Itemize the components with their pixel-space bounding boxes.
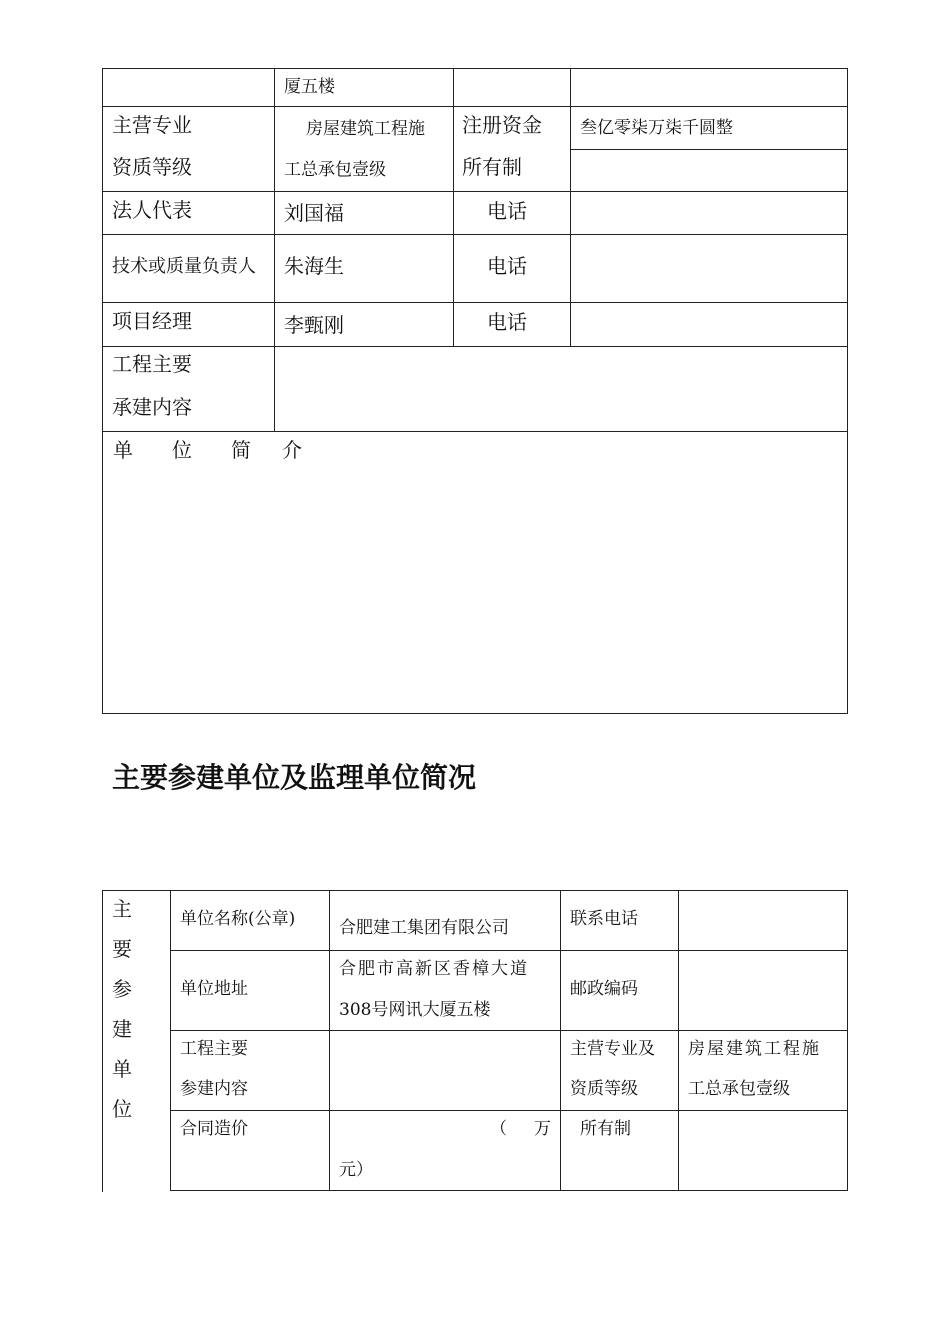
- table-line: [678, 890, 679, 1191]
- side-label-char: 单: [112, 1057, 132, 1081]
- construction-content-label: 工程主要: [112, 352, 192, 376]
- contract-price-label: 合同造价: [180, 1119, 248, 1139]
- table-line: [102, 890, 103, 1192]
- unit-name-value: 合肥建工集团有限公司: [339, 918, 509, 938]
- section-title: 主要参建单位及监理单位简况: [112, 761, 477, 794]
- participation-content-label-line2: 参建内容: [180, 1079, 248, 1099]
- tech-lead-name: 朱海生: [284, 254, 344, 278]
- construction-content-label-line2: 承建内容: [112, 395, 192, 419]
- intro-heading-char: 单: [113, 438, 133, 462]
- phone-label: 电话: [487, 254, 527, 278]
- main-specialty-label: 主营专业: [112, 113, 192, 137]
- side-label-char: 建: [112, 1017, 132, 1041]
- unit-address-line1: 合肥市高新区香樟大道: [339, 959, 529, 979]
- contract-price-unit: 万: [534, 1119, 551, 1139]
- side-label-char: 主: [112, 897, 132, 921]
- table-line: [847, 890, 848, 1191]
- unit-name-label: 单位名称(公章): [180, 909, 296, 929]
- main-specialty-label: 主营专业及: [570, 1039, 655, 1059]
- table-line: [274, 68, 275, 431]
- table-line: [170, 1190, 848, 1191]
- ownership-label: 所有制: [462, 155, 522, 179]
- intro-heading-char: 简: [231, 438, 251, 462]
- project-manager-label: 项目经理: [112, 309, 192, 333]
- table-line: [102, 191, 848, 192]
- contact-phone-label: 联系电话: [570, 909, 638, 929]
- side-label-char: 要: [112, 937, 132, 961]
- phone-label: 电话: [487, 199, 527, 223]
- table-line: [570, 149, 848, 150]
- qualification-value-line2: 工总承包壹级: [284, 160, 386, 180]
- contract-price-unit: 元）: [339, 1160, 373, 1180]
- ownership-label: 所有制: [580, 1119, 631, 1139]
- table-line: [170, 1030, 848, 1031]
- legal-rep-name: 刘国福: [284, 201, 344, 225]
- contract-price-unit: （: [490, 1119, 507, 1139]
- table-line: [453, 68, 454, 346]
- registered-capital-value: 叁亿零柒万柒千圆整: [580, 118, 733, 138]
- qualification-grade-label: 资质等级: [112, 155, 192, 179]
- unit-address-line2: 308号网讯大厦五楼: [339, 1000, 491, 1020]
- table-line: [102, 890, 848, 891]
- table-line: [102, 68, 848, 69]
- address-continuation: 厦五楼: [284, 77, 335, 97]
- table-line: [170, 890, 171, 1191]
- legal-rep-label: 法人代表: [112, 198, 192, 222]
- qualification-value-line1: 房屋建筑工程施: [306, 119, 425, 139]
- qualification-value-line1: 房屋建筑工程施: [688, 1039, 821, 1059]
- table-line: [102, 68, 103, 714]
- table-line: [170, 950, 848, 951]
- unit-address-label: 单位地址: [180, 979, 248, 999]
- table-line: [102, 346, 848, 347]
- table-line: [102, 106, 848, 107]
- intro-heading-char: 介: [282, 438, 302, 462]
- tech-lead-label: 技术或质量负责人: [112, 256, 256, 277]
- table-line: [102, 713, 848, 714]
- table-line: [102, 234, 848, 235]
- qualification-grade-label: 资质等级: [570, 1079, 638, 1099]
- phone-label: 电话: [487, 310, 527, 334]
- table-line: [847, 68, 848, 714]
- table-line: [560, 890, 561, 1191]
- table-line: [570, 68, 571, 346]
- intro-heading-char: 位: [172, 438, 192, 462]
- participation-content-label: 工程主要: [180, 1039, 248, 1059]
- table-line: [329, 890, 330, 1191]
- table-line: [102, 431, 848, 432]
- registered-capital-label: 注册资金: [462, 113, 542, 137]
- table-line: [170, 1110, 848, 1111]
- postcode-label: 邮政编码: [570, 979, 638, 999]
- side-label-char: 位: [112, 1097, 132, 1121]
- project-manager-name: 李甄刚: [284, 313, 344, 337]
- side-label-char: 参: [112, 977, 132, 1001]
- qualification-value-line2: 工总承包壹级: [688, 1079, 790, 1099]
- table-line: [102, 302, 848, 303]
